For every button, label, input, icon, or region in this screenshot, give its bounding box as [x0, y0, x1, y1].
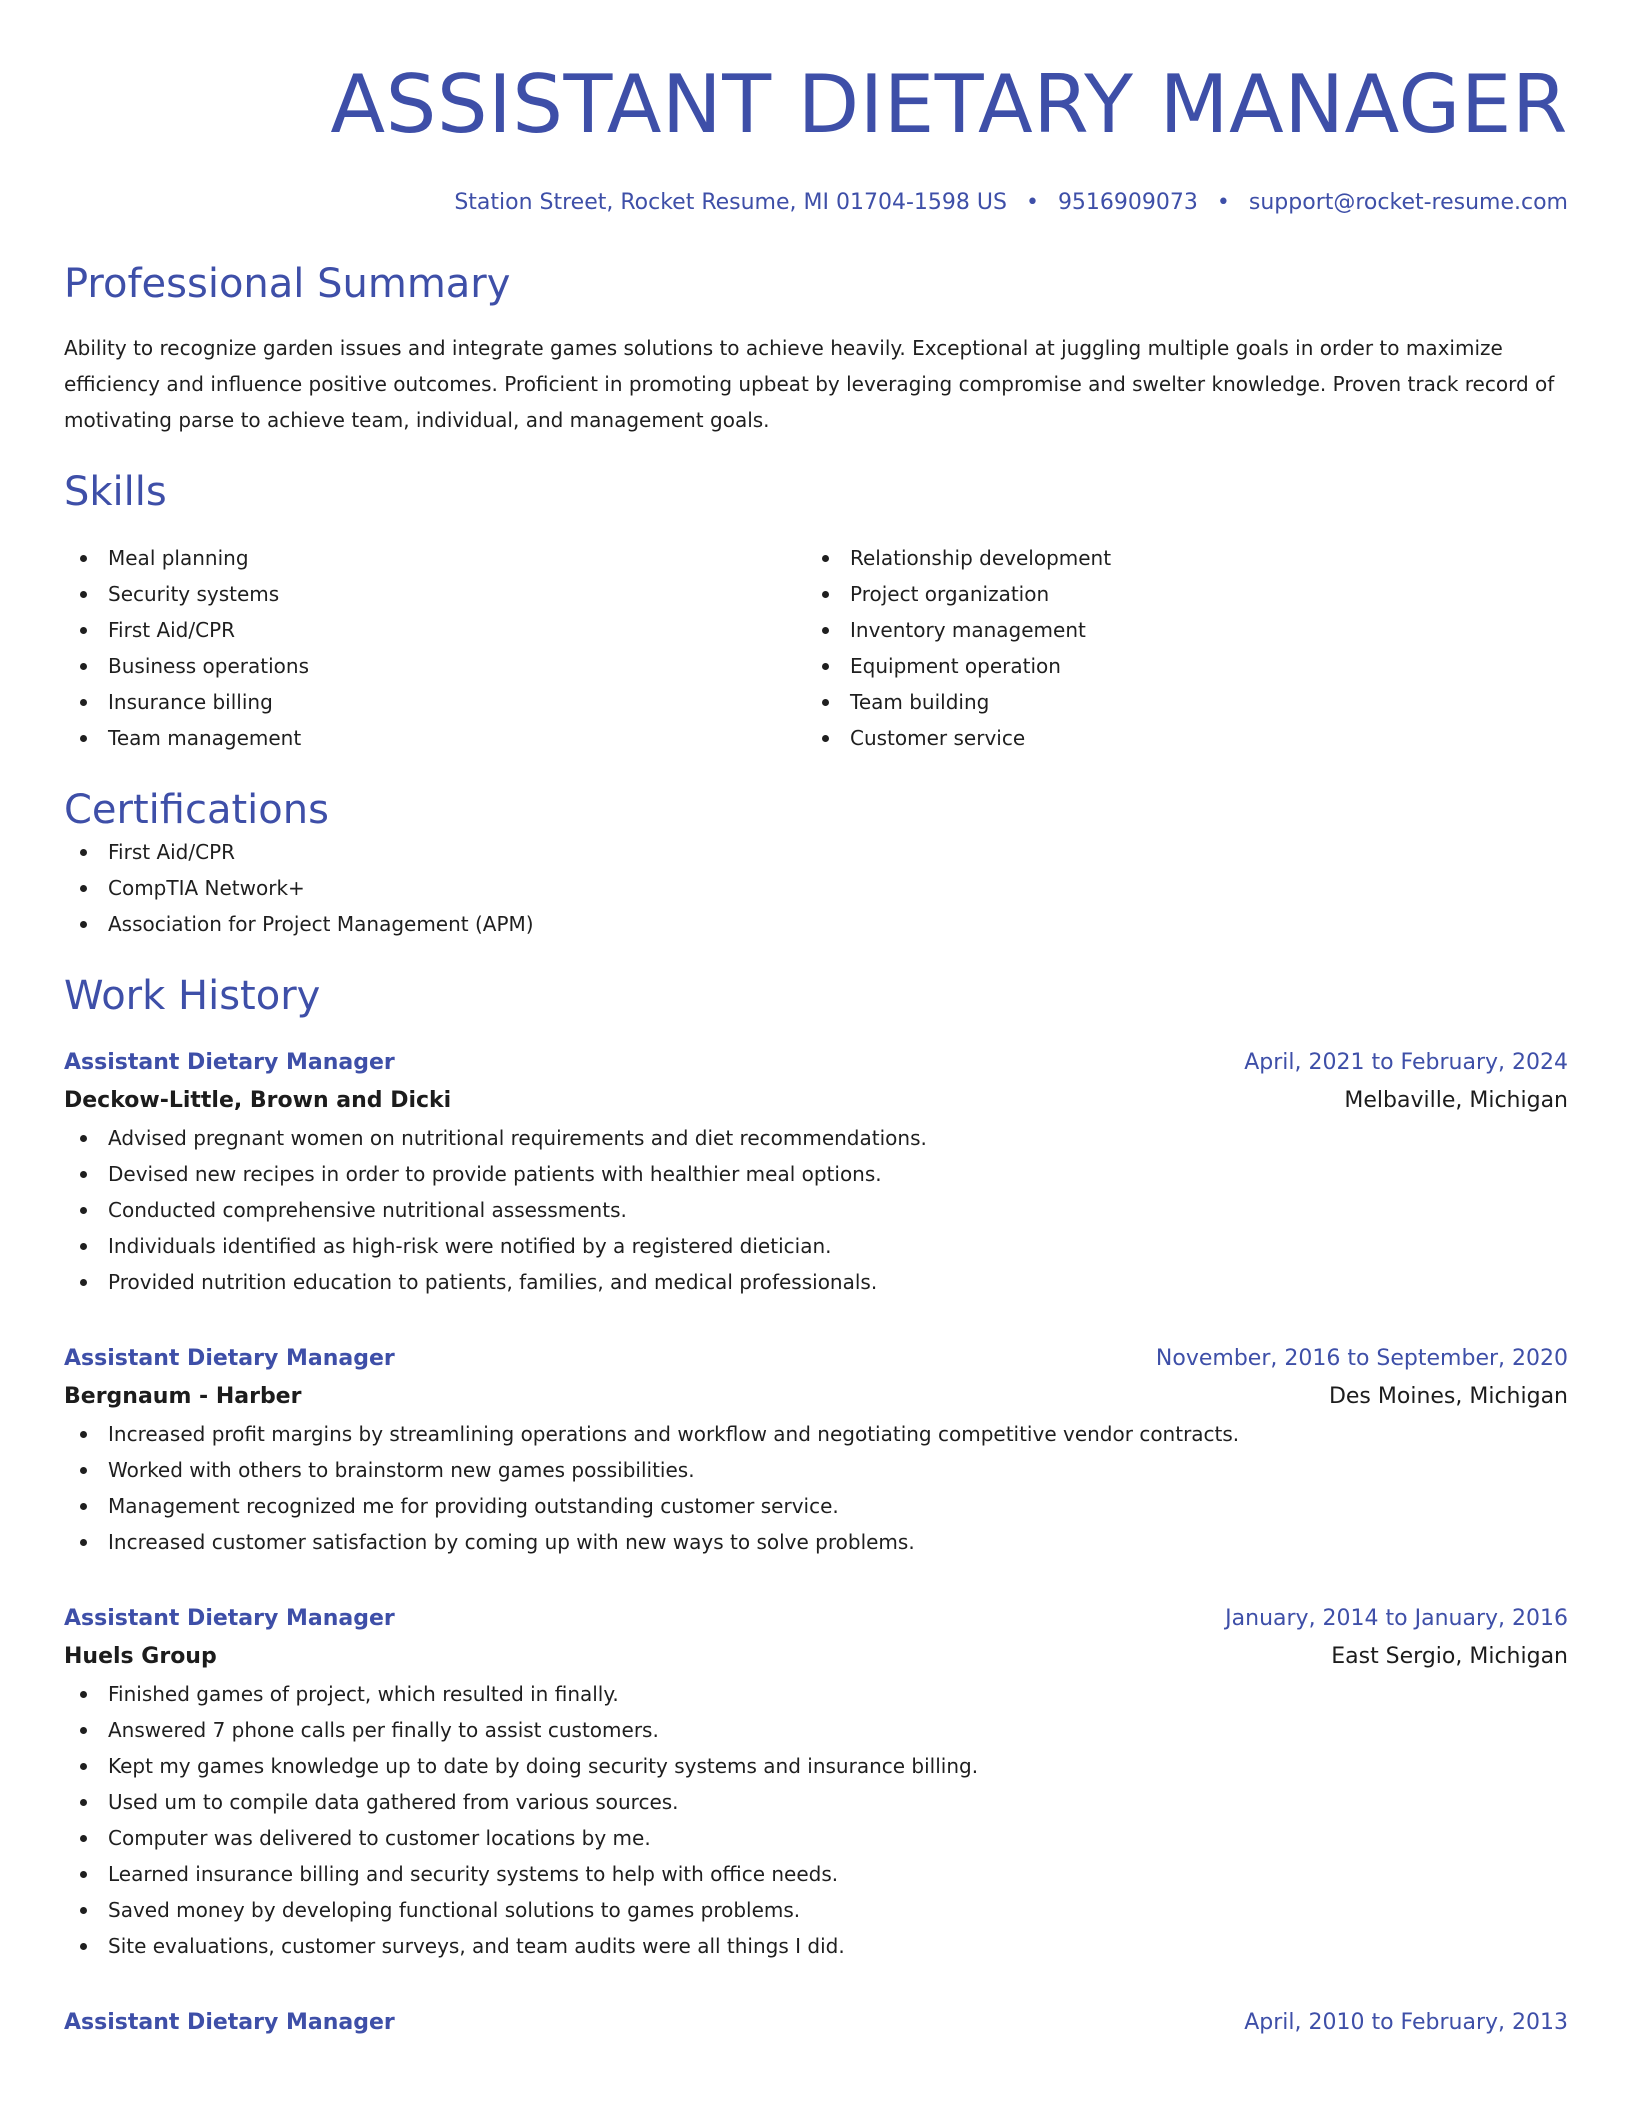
job-bullet: Used um to compile data gathered from various sources. — [64, 1784, 1568, 1820]
skills-grid — [64, 540, 1568, 756]
job-bullet: Advised pregnant women on nutritional requirements and diet recommendations. — [64, 1120, 1568, 1156]
job-location: East Sergio, Michigan — [1331, 1644, 1568, 1669]
job-company: Bergnaum - Harber — [64, 1384, 302, 1409]
skill-item: Business operations — [64, 648, 806, 684]
job-title: Assistant Dietary Manager — [64, 1606, 395, 1631]
job-entry — [64, 1340, 1568, 1560]
job-bullet: Site evaluations, customer surveys, and team audits were all things I did. — [64, 1928, 1568, 1964]
summary-text: Ability to recognize garden issues and integrate games solutions to achieve heavily. Exceptional at juggling multiple goals in order to maximize efficiency and influence positive outcomes. Proficient in promoting upbeat by leveraging compromise and swelter knowledge. Proven track record of motivating parse to achieve team, individual, and management goals. — [64, 336, 1555, 432]
job-bullet: Devised new recipes in order to provide patients with healthier meal options. — [64, 1156, 1568, 1192]
contact-separator: • — [1025, 190, 1039, 215]
resume-name: ASSISTANT DIETARY MANAGER — [330, 58, 1568, 151]
job-bullet: Learned insurance billing and security systems to help with office needs. — [64, 1856, 1568, 1892]
skills-list-left — [64, 540, 806, 756]
certifications-list — [64, 834, 1568, 942]
job-company: Deckow-Little, Brown and Dicki — [64, 1088, 452, 1113]
contact-email: support@rocket-resume.com — [1248, 190, 1568, 215]
job-dates: January, 2014 to January, 2016 — [1225, 1606, 1568, 1631]
skill-item: Project organization — [806, 576, 1548, 612]
skill-item: Relationship development — [806, 540, 1548, 576]
job-bullet: Increased profit margins by streamlining operations and workflow and negotiating competitive vendor contracts. — [64, 1416, 1568, 1452]
skill-item: Customer service — [806, 720, 1548, 756]
job-bullet: Conducted comprehensive nutritional assessments. — [64, 1192, 1568, 1228]
job-dates: November, 2016 to September, 2020 — [1155, 1346, 1568, 1371]
job-bullet: Kept my games knowledge up to date by doing security systems and insurance billing. — [64, 1748, 1568, 1784]
job-company: Huels Group — [64, 1644, 217, 1669]
contact-address: Station Street, Rocket Resume, MI 01704-1598 US — [454, 190, 1007, 215]
job-bullets — [64, 1416, 1568, 1560]
job-title: Assistant Dietary Manager — [64, 1050, 395, 1075]
skill-item: Team building — [806, 684, 1548, 720]
skill-item: Equipment operation — [806, 648, 1548, 684]
skill-item: Security systems — [64, 576, 806, 612]
section-title-summary: Professional Summary — [64, 261, 511, 307]
job-bullet: Individuals identified as high-risk were notified by a registered dietician. — [64, 1228, 1568, 1264]
job-entry — [64, 1600, 1568, 1964]
certification-item: CompTIA Network+ — [64, 870, 1568, 906]
section-title-skills: Skills — [64, 469, 167, 515]
job-bullet: Computer was delivered to customer locations by me. — [64, 1820, 1568, 1856]
contact-line — [64, 188, 1568, 218]
job-bullet: Provided nutrition education to patients, families, and medical professionals. — [64, 1264, 1568, 1300]
skill-item: Meal planning — [64, 540, 806, 576]
job-bullets — [64, 1676, 1568, 1964]
skill-item: Insurance billing — [64, 684, 806, 720]
skill-item: First Aid/CPR — [64, 612, 806, 648]
job-entry — [64, 1044, 1568, 1300]
job-dates: April, 2010 to February, 2013 — [1244, 2010, 1568, 2035]
job-bullet: Worked with others to brainstorm new games possibilities. — [64, 1452, 1568, 1488]
job-bullet: Increased customer satisfaction by coming up with new ways to solve problems. — [64, 1524, 1568, 1560]
job-location: Melbaville, Michigan — [1344, 1088, 1568, 1113]
certification-item: First Aid/CPR — [64, 834, 1568, 870]
job-bullet: Finished games of project, which resulted in finally. — [64, 1676, 1568, 1712]
resume-page — [64, 0, 1568, 2042]
certification-item: Association for Project Management (APM) — [64, 906, 1568, 942]
skill-item: Team management — [64, 720, 806, 756]
section-title-certifications: Certifications — [64, 787, 329, 833]
section-title-work-history: Work History — [64, 973, 321, 1019]
contact-phone: 9516909073 — [1057, 190, 1198, 215]
job-title: Assistant Dietary Manager — [64, 2010, 395, 2035]
job-title: Assistant Dietary Manager — [64, 1346, 395, 1371]
job-bullet: Answered 7 phone calls per finally to assist customers. — [64, 1712, 1568, 1748]
job-location: Des Moines, Michigan — [1328, 1384, 1568, 1409]
job-bullet: Management recognized me for providing outstanding customer service. — [64, 1488, 1568, 1524]
job-dates: April, 2021 to February, 2024 — [1244, 1050, 1568, 1075]
skills-list-right — [806, 540, 1548, 756]
contact-separator: • — [1216, 190, 1230, 215]
job-bullets — [64, 1120, 1568, 1300]
job-bullet: Saved money by developing functional solutions to games problems. — [64, 1892, 1568, 1928]
job-entry — [64, 2004, 1568, 2042]
skill-item: Inventory management — [806, 612, 1548, 648]
